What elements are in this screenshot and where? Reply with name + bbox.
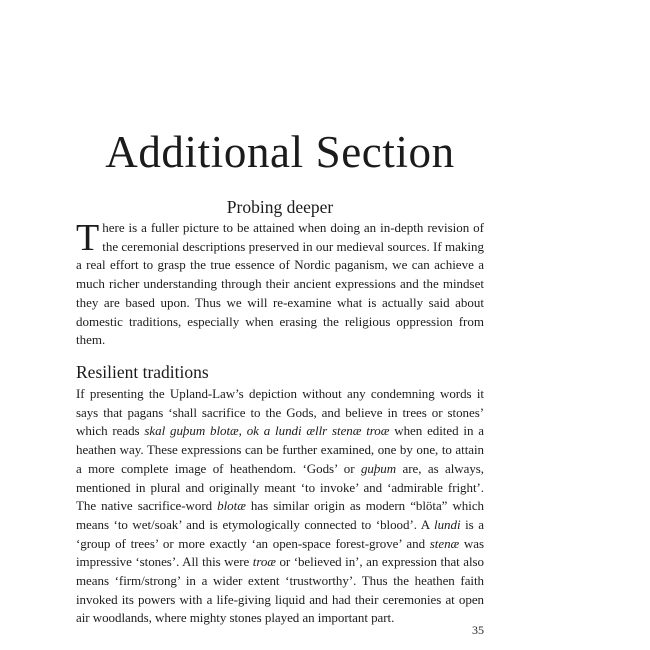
traditions-text-7: or ‘believed in’, an expression that also means ‘firm/strong’ in a wider extent ‘trustworthy’. Thus the heathen faith invoked its powers with a life-giving liquid and had their ceremonies at open air woodlands, where mighty stones played an important part. bbox=[76, 554, 484, 626]
traditions-text-2: when edited in a heathen way. These expressions can be further examined, one by one, to attain a more complete image of heathendom. ‘Gods’ or bbox=[76, 423, 484, 476]
term-troae: troæ bbox=[252, 554, 276, 570]
traditions-text-6: was impressive ‘stones’. All this were bbox=[76, 535, 484, 570]
term-stenae: stenæ bbox=[429, 535, 460, 551]
traditions-text-4: has similar origin as modern “blöta” which means ‘to wet/soak’ and is etymologically connected to ‘blood’. A bbox=[76, 498, 484, 532]
page-title: Additional Section bbox=[105, 127, 455, 177]
upland-law-quote: skal guþum blotæ, ok a lundi ællr stenæ troæ bbox=[144, 423, 390, 439]
drop-cap: T bbox=[76, 217, 100, 259]
subheading: Probing deeper bbox=[226, 197, 334, 217]
term-blotae: blotæ bbox=[217, 498, 246, 514]
intro-paragraph bbox=[76, 219, 484, 350]
traditions-text-3: are, as always, mentioned in plural and originally meant ‘to invoke’ and ‘admirable fright’. The native sacrifice-word bbox=[76, 460, 485, 514]
intro-text: here is a fuller picture to be attained when doing an in-depth revision of the ceremonial descriptions preserved in our medieval sources. If making a real effort to grasp the true essence of Nordic paganism, we can achieve a much richer understanding through their ancient expressions and the mindset they are based upon. Thus we will re-examine what is actually said about domestic traditions, especially when erasing the religious oppression from them. bbox=[76, 220, 484, 348]
traditions-paragraph bbox=[76, 385, 484, 628]
traditions-text-5: is a ‘group of trees’ or more exactly ‘an open-space forest-grove’ and bbox=[76, 516, 484, 551]
traditions-text-1: If presenting the Upland-Law’s depiction without any condemning words it says that pagans ‘shall sacrifice to the Gods, and believe in trees or stones’ which reads bbox=[76, 386, 484, 439]
term-lundi: lundi bbox=[434, 516, 461, 532]
term-gupum: guþum bbox=[360, 460, 397, 476]
page-number: 35 bbox=[472, 623, 484, 637]
section-heading: Resilient traditions bbox=[76, 362, 209, 382]
